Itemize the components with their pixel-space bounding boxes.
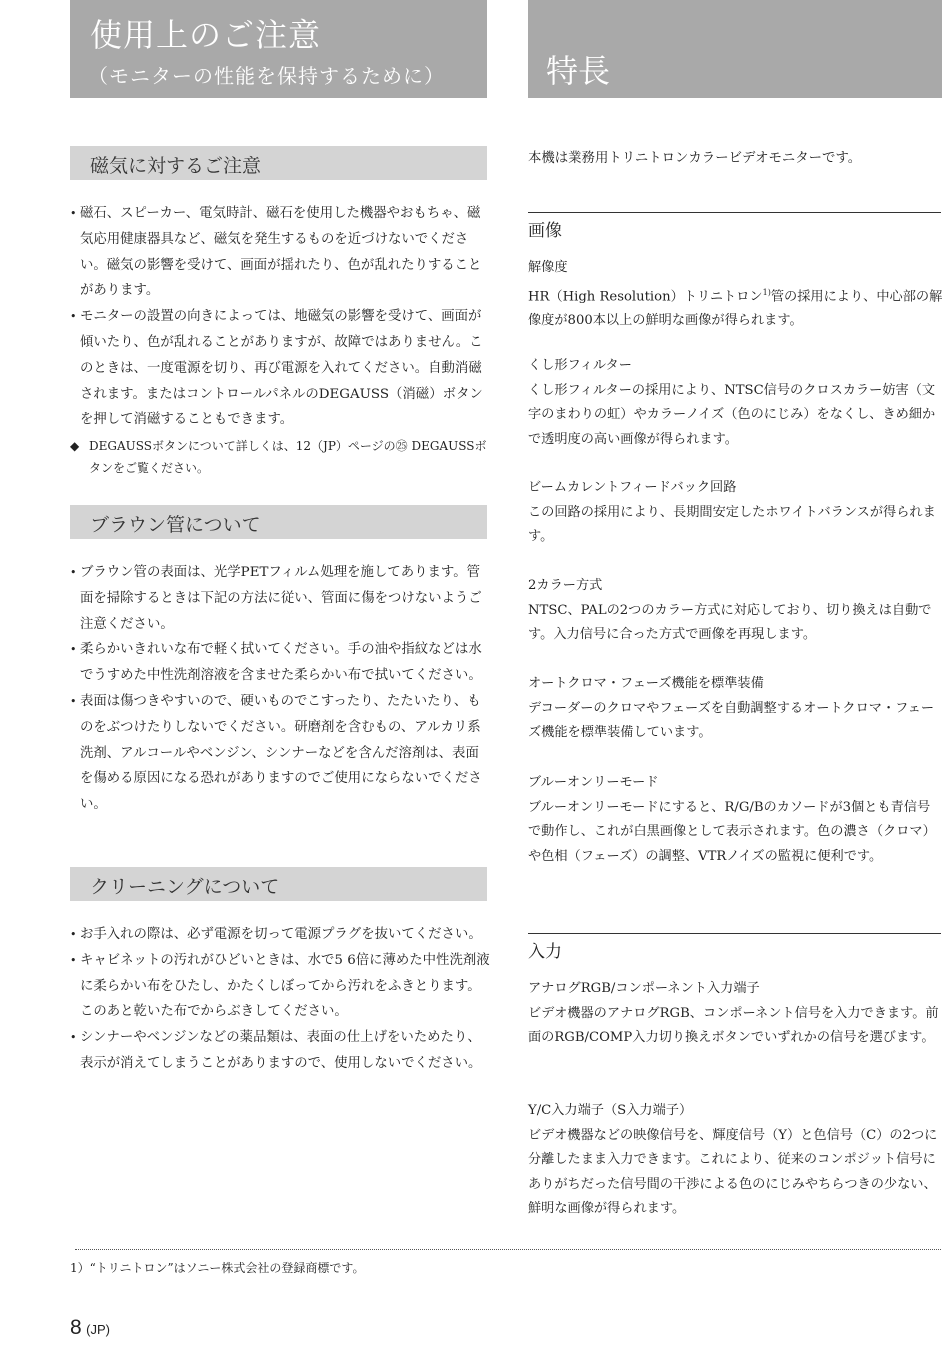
feature-body: デコーダーのクロマやフェーズを自動調整するオートクロマ・フェーズ機能を標準装備しています。 [528,700,935,740]
cleaning-list [70,922,490,1077]
footnote-separator [75,1249,941,1250]
feature-body: HR（High Resolution）トリニトロン$^{1)}$管の採用により、中心部の解像度が800本以上の鮮明な画像が得られます。 [528,287,943,329]
crt-heading-bar [70,505,487,539]
degauss-note: ◆ DEGAUSSボタンについて詳しくは、12（JP）ページの㉕ DEGAUSSボタンをご覧ください。 [70,435,490,479]
feature-body: この回路の採用により、長期間安定したホワイトバランスが得られます。 [528,504,936,544]
feature-title: オートクロマ・フェーズ機能を標準装備 [528,676,764,691]
feature-body: ビデオ機器のアナログRGB、コンポーネント信号を入力できます。前面のRGB/COMP入力切り換えボタンでいずれかの信号を選びます。 [528,1005,939,1045]
feature-beam-current [528,476,943,550]
list-item: • シンナーやベンジンなどの薬品類は、表面の仕上げをいためたり、表示が消えてしまうことがありますので、使用しないでください。 [70,1025,490,1077]
feature-body: ビデオ機器などの映像信号を、輝度信号（Y）と色信号（C）の2つに分離したまま入力できます。これにより、従来のコンポジット信号にありがちだった信号間の干渉による色のにじみやちらつきの少ない、鮮明な画像が得られます。 [528,1127,938,1216]
feature-body: NTSC、PALの2つのカラー方式に対応しており、切り換えは自動です。入力信号に合った方式で画像を再現します。 [528,602,932,642]
bullet-icon: • [70,928,77,941]
feature-title: ブルーオンリーモード [528,775,659,790]
list-item: • 磁石、スピーカー、電気時計、磁石を使用した機器やおもちゃ、磁気応用健康器具など、磁気を発生するものを近づけないでください。磁気の影響を受けて、画面が揺れたり、色が乱れたりすることがあります。 [70,201,490,304]
footnote: 1）“トリニトロン”はソニー株式会社の登録商標です。 [70,1261,365,1275]
feature-yc-input [528,1099,943,1222]
list-item: • 柔らかいきれいな布で軽く拭いてください。手の油や指紋などは水でうすめた中性洗剤溶液を含ませた柔らかい布で拭いてください。 [70,637,490,689]
input-heading: 入力 [528,942,562,962]
list-item: • キャビネットの汚れがひどいときは、水で5 6倍に薄めた中性洗剤液に柔らかい布をひたし、かたくしぼってから汚れをふきとります。このあと乾いた布でからぶきしてください。 [70,948,490,1025]
bullet-icon: • [70,694,77,708]
magnetic-heading: 磁気に対するご注意 [90,155,262,177]
bullet-icon: • [70,566,77,579]
section-title: 使用上のご注意 [90,16,322,54]
feature-title: アナログRGB/コンポーネント入力端子 [528,981,760,996]
list-item: • ブラウン管の表面は、光学PETフィルム処理を施してあります。管面を掃除するときは下記の方法に従い、管面に傷をつけないようご注意ください。 [70,560,490,637]
picture-heading: 画像 [528,221,562,241]
intro-text: 本機は業務用トリニトロンカラービデオモニターです。 [528,151,862,166]
bullet-icon: • [70,310,77,324]
feature-title: くし形フィルター [528,358,632,373]
bullet-icon: • [70,643,77,657]
page-number: 8 (JP) [70,1316,110,1339]
feature-resolution [528,256,943,334]
feature-analog-rgb-input [528,977,943,1051]
features-title: 特長 [546,52,611,90]
divider [528,212,941,213]
feature-body: ブルーオンリーモードにすると、R/G/Bのカソードが3個とも青信号で動作し、これが白黒画像として表示されます。色の濃さ（クロマ）や色相（フェーズ）の調整、VTRノイズの監視に便利です。 [528,799,936,864]
left-title-banner [70,0,487,98]
feature-comb-filter [528,354,943,452]
magnetic-list [70,201,490,433]
crt-heading: ブラウン管について [90,514,261,536]
cleaning-heading: クリーニングについて [90,876,280,898]
feature-blue-only [528,771,943,869]
feature-title: 2カラー方式 [528,578,603,593]
feature-body: くし形フィルターの採用により、NTSC信号のクロスカラー妨害（文字のまわりの虹）やカラーノイズ（色のにじみ）をなくし、きめ細かで透明度の高い画像が得られます。 [528,382,936,447]
bullet-icon: • [70,953,77,967]
right-title-banner [528,0,942,98]
feature-title: ビームカレントフィードバック回路 [528,480,737,495]
feature-title: 解像度 [528,260,568,275]
magnetic-heading-bar [70,146,487,180]
list-item: • お手入れの際は、必ず電源を切って電源プラグを抜いてください。 [70,922,490,948]
list-item: • 表面は傷つきやすいので、硬いものでこすったり、たたいたり、ものをぶつけたりしないでください。研磨剤を含むもの、アルカリ系洗剤、アルコールやベンジン、シンナーなどを含んだ溶剤は、表面を傷める原因になる恐れがありますのでご使用にならないでください。 [70,689,490,818]
cleaning-heading-bar [70,867,487,901]
divider [528,933,941,934]
crt-list [70,560,490,818]
bullet-icon: • [70,207,77,220]
diamond-icon: ◆ [70,439,80,453]
footnote-ref: 1) [762,287,771,297]
bullet-icon: • [70,1031,77,1045]
feature-auto-chroma-phase [528,672,943,746]
list-item: • モニターの設置の向きによっては、地磁気の影響を受けて、画面が傾いたり、色が乱れることがありますが、故障ではありません。このときは、一度電源を切り、再び電源を入れてください。自動消磁されます。またはコントロールパネルのDEGAUSS（消磁）ボタンを押して消磁することもできます。 [70,304,490,433]
section-subtitle: （モニターの性能を保持するために） [88,64,445,88]
feature-two-color-system [528,574,943,648]
feature-title: Y/C入力端子（S入力端子） [528,1103,693,1118]
